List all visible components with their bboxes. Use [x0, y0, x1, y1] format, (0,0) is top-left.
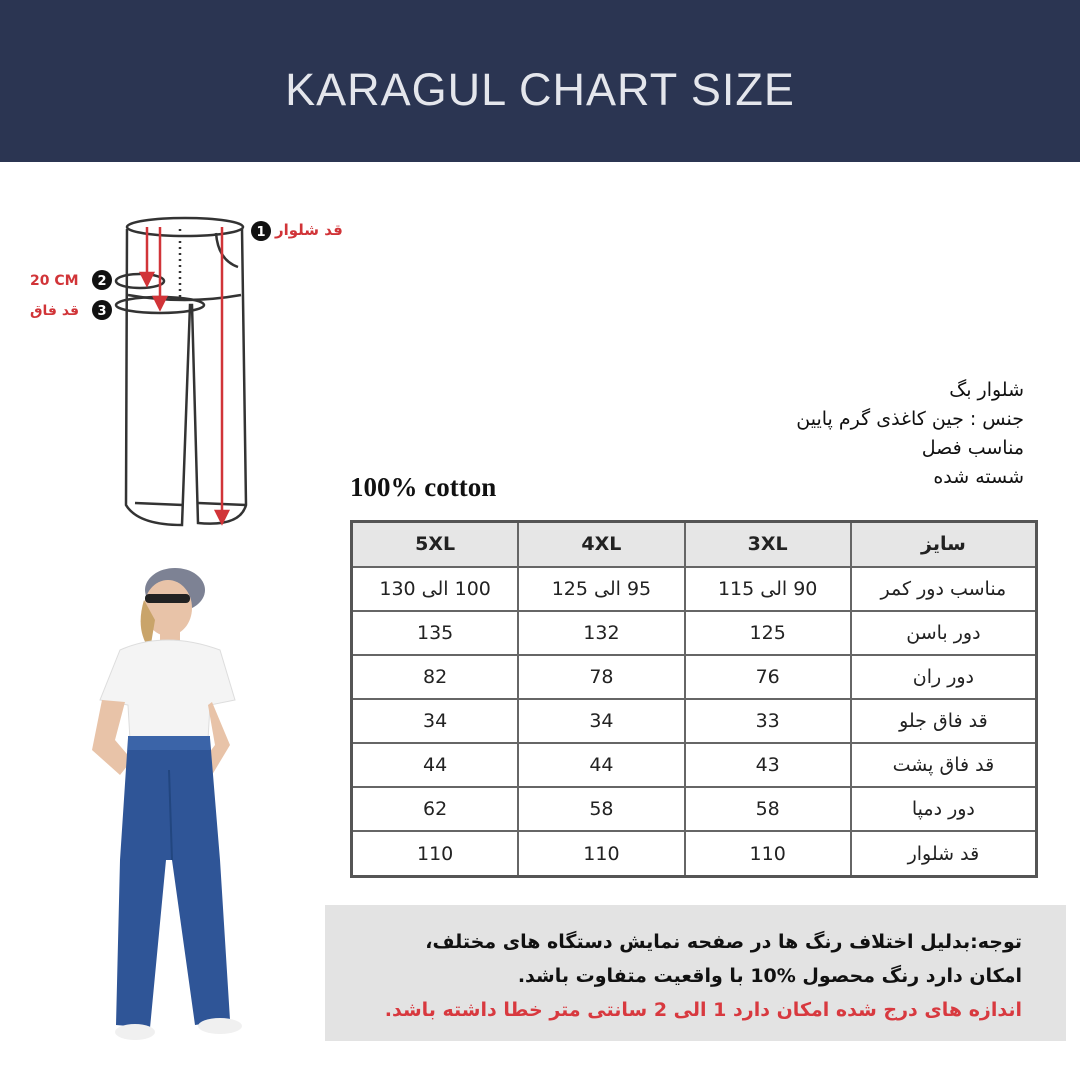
product-washed: شسته شده	[933, 466, 1024, 488]
table-cell: 44	[518, 743, 684, 787]
pants-outline-icon	[116, 218, 246, 525]
disclaimer-note	[325, 905, 1066, 1041]
table-cell: 78	[518, 655, 684, 699]
product-material: جنس : جین کاغذی گرم پایین	[796, 408, 1024, 430]
table-cell: 62	[352, 787, 519, 831]
header-banner	[0, 0, 1080, 162]
table-row	[352, 787, 1037, 831]
table-row	[352, 743, 1037, 787]
header-size-label: سایز	[851, 522, 1037, 567]
table-cell: 76	[685, 655, 851, 699]
table-cell: 58	[685, 787, 851, 831]
row-label: قد فاق پشت	[851, 743, 1037, 787]
table-cell: 125	[685, 611, 851, 655]
size-table	[350, 520, 1038, 878]
note-line-3-warning: اندازه های درج شده امکان دارد 1 الی 2 سانتی متر خطا داشته باشد.	[384, 999, 1022, 1021]
product-name: شلوار بگ	[949, 379, 1024, 401]
row-label: قد فاق جلو	[851, 699, 1037, 743]
header-size: 4XL	[518, 522, 684, 567]
header-size: 3XL	[685, 522, 851, 567]
header-size: 5XL	[352, 522, 519, 567]
row-label: دور دمپا	[851, 787, 1037, 831]
row-label: مناسب دور کمر	[851, 567, 1037, 611]
table-row	[352, 655, 1037, 699]
table-cell: 34	[352, 699, 519, 743]
table-cell: 44	[352, 743, 519, 787]
table-cell: 110	[352, 831, 519, 876]
table-header-row	[352, 522, 1037, 567]
model-photo	[80, 560, 290, 1055]
label-20cm: 20 CM	[30, 273, 79, 289]
table-cell: 95 الی 125	[518, 567, 684, 611]
table-cell: 33	[685, 699, 851, 743]
marker-1-number: 1	[256, 225, 266, 240]
table-cell: 100 الی 130	[352, 567, 519, 611]
table-cell: 110	[518, 831, 684, 876]
table-row	[352, 699, 1037, 743]
marker-2-number: 2	[97, 274, 107, 289]
row-label: دور باسن	[851, 611, 1037, 655]
table-row	[352, 567, 1037, 611]
label-rise: قد فاق	[30, 303, 80, 319]
table-cell: 58	[518, 787, 684, 831]
table-cell: 132	[518, 611, 684, 655]
label-pants-length: قد شلوار	[275, 221, 343, 239]
product-season: مناسب فصل	[921, 437, 1024, 459]
note-line-2: امکان دارد رنگ محصول %10 با واقعیت متفاوت باشد.	[517, 965, 1022, 987]
table-cell: 34	[518, 699, 684, 743]
table-cell: 82	[352, 655, 519, 699]
table-cell: 90 الی 115	[685, 567, 851, 611]
row-label: دور ران	[851, 655, 1037, 699]
table-row	[352, 611, 1037, 655]
page-title: KARAGUL CHART SIZE	[285, 64, 795, 115]
row-label: قد شلوار	[851, 831, 1037, 876]
pants-measurement-diagram	[20, 205, 360, 535]
table-cell: 135	[352, 611, 519, 655]
table-cell: 43	[685, 743, 851, 787]
marker-3-number: 3	[97, 304, 107, 319]
note-line-1: توجه:بدلیل اختلاف رنگ ها در صفحه نمایش دستگاه های مختلف،	[425, 931, 1022, 953]
table-row	[352, 831, 1037, 876]
product-info	[604, 376, 1024, 492]
cotton-label: 100% cotton	[350, 472, 497, 502]
table-cell: 110	[685, 831, 851, 876]
